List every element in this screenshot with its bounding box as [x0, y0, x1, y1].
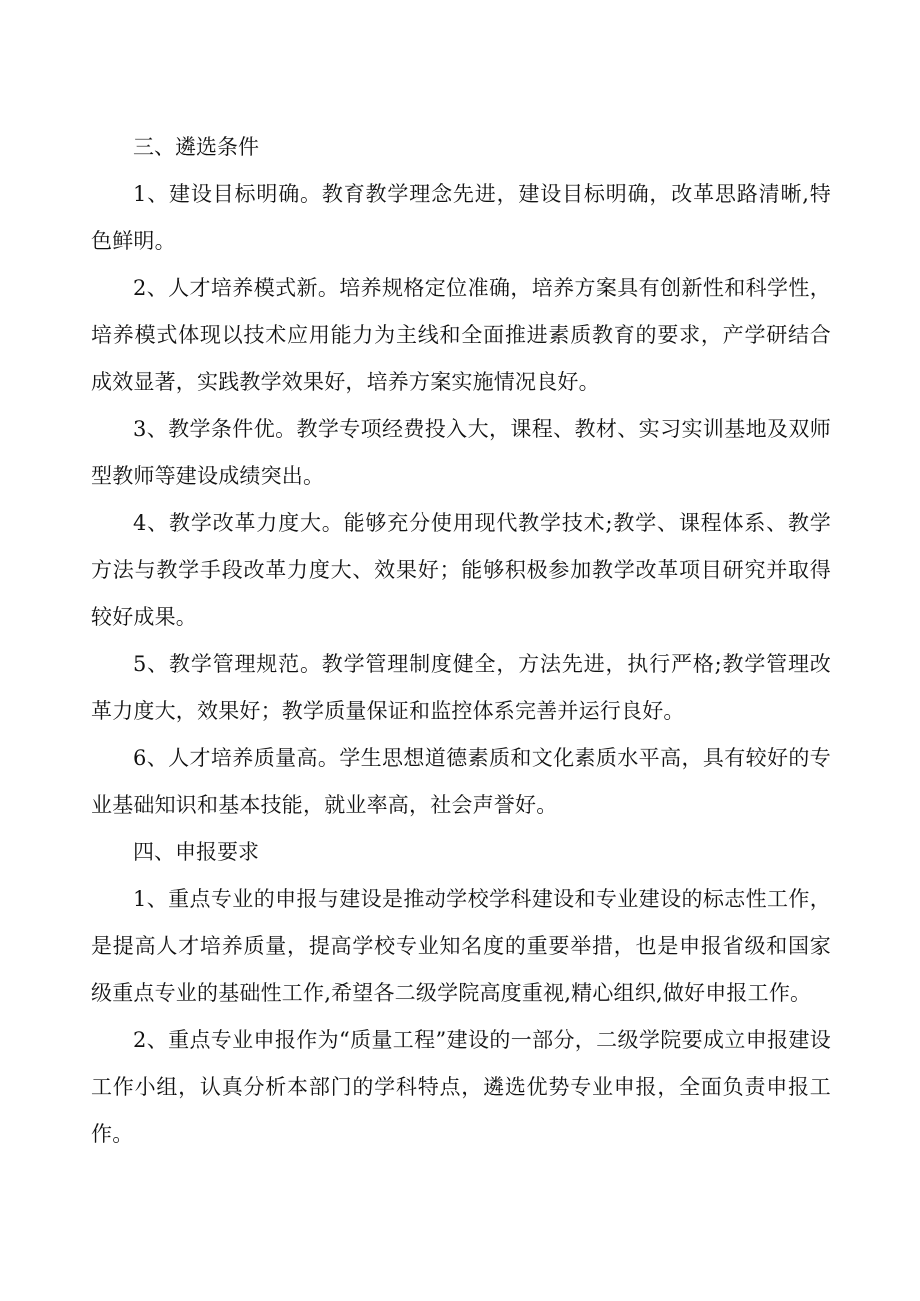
section-heading-application-requirements: 四、申报要求	[133, 840, 259, 864]
criteria-item-3: 3、教学条件优。教学专项经费投入大，课程、教材、实习实训基地及双师型教师等建设成绩突出。	[91, 417, 831, 488]
criteria-item-2: 2、人才培养模式新。培养规格定位准确，培养方案具有创新性和科学性，培养模式体现以技术应用能力为主线和全面推进素质教育的要求，产学研结合成效显著，实践教学效果好，培养方案实施情况良好。	[91, 276, 831, 394]
criteria-item-6: 6、人才培养质量高。学生思想道德素质和文化素质水平高，具有较好的专业基础知识和基本技能，就业率高，社会声誉好。	[91, 746, 831, 817]
requirement-item-1: 1、重点专业的申报与建设是推动学校学科建设和专业建设的标志性工作，是提高人才培养质量，提高学校专业知名度的重要举措，也是申报省级和国家级重点专业的基础性工作,希望各二级学院高度重视,精心组织,做好申报工作。	[91, 887, 831, 1005]
criteria-item-1: 1、建设目标明确。教育教学理念先进，建设目标明确，改革思路清晰,特色鲜明。	[91, 182, 831, 253]
document-body	[91, 124, 831, 1158]
criteria-item-5: 5、教学管理规范。教学管理制度健全，方法先进，执行严格;教学管理改革力度大，效果好；教学质量保证和监控体系完善并运行良好。	[91, 652, 831, 723]
requirement-item-2: 2、重点专业申报作为“质量工程”建设的一部分，二级学院要成立申报建设工作小组，认真分析本部门的学科特点，遴选优势专业申报，全面负责申报工作。	[91, 1028, 831, 1146]
criteria-item-4: 4、教学改革力度大。能够充分使用现代教学技术;教学、课程体系、教学方法与教学手段改革力度大、效果好；能够积极参加教学改革项目研究并取得较好成果。	[91, 511, 831, 629]
section-heading-selection-criteria: 三、遴选条件	[133, 135, 259, 159]
